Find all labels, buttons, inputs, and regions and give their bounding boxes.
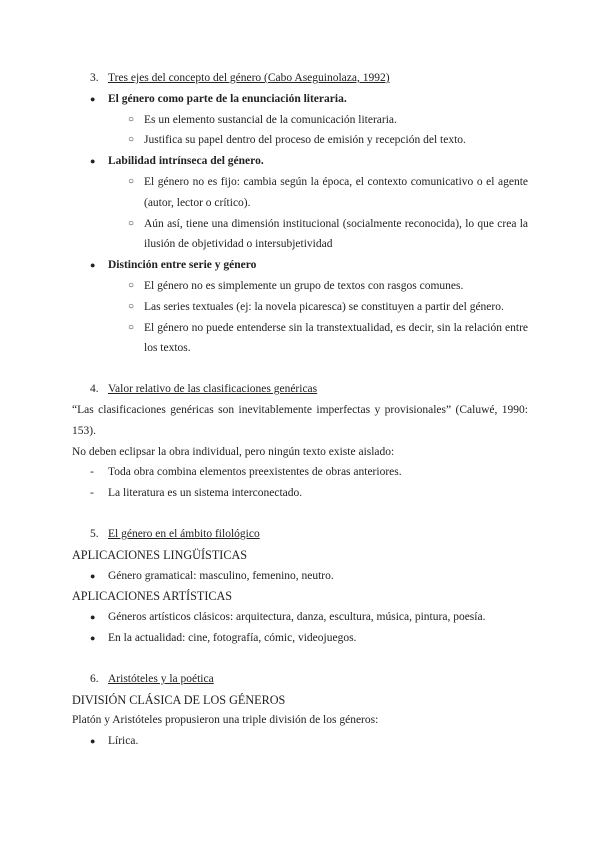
list-item <box>90 731 528 752</box>
spacer <box>72 359 528 379</box>
list-item <box>90 89 528 110</box>
list-item <box>90 255 528 276</box>
bullet-icon: ● <box>90 736 96 747</box>
section-number: 5. <box>90 527 99 540</box>
dash-list-item <box>90 483 528 504</box>
bullet-icon: ● <box>90 260 96 271</box>
bullet-icon: ● <box>90 156 96 167</box>
sub-list-item-text: El género no es fijo: cambia según la época, el contexto comunicativo o el agente (autor, lector o crítico). <box>144 175 528 209</box>
list-item <box>90 566 528 587</box>
bullet-icon: ● <box>90 93 96 104</box>
section-3-heading <box>90 68 528 89</box>
section-title: Aristóteles y la poética <box>108 672 214 685</box>
section-4-heading <box>90 379 528 400</box>
subheading: APLICACIONES LINGÜÍSTICAS <box>72 547 248 562</box>
bullet-icon: ● <box>90 612 96 623</box>
circle-bullet-icon: ○ <box>128 175 135 187</box>
bullet-icon: ● <box>90 570 96 581</box>
section-number: 4. <box>90 383 99 396</box>
section-6-heading <box>90 669 528 690</box>
dash-list-item-text: Toda obra combina elementos preexistentes de obras anteriores. <box>108 466 402 479</box>
section-title: Tres ejes del concepto del género (Cabo Aseguinolaza, 1992) <box>108 72 390 84</box>
spacer <box>72 649 528 669</box>
sub-list-item-text: Es un elemento sustancial de la comunicación literaria. <box>144 113 397 126</box>
sub-list-item <box>128 214 528 256</box>
list-item-text: Género gramatical: masculino, femenino, neutro. <box>108 569 334 582</box>
list-item <box>90 607 528 628</box>
circle-bullet-icon: ○ <box>128 134 135 146</box>
sub-list-item <box>128 276 528 297</box>
sub-list-item-text: Justifica su papel dentro del proceso de emisión y recepción del texto. <box>144 134 466 147</box>
list-item-title: Labilidad intrínseca del género. <box>108 155 264 168</box>
sub-list-item-text: Las series textuales (ej: la novela picaresca) se constituyen a partir del género. <box>144 300 504 313</box>
circle-bullet-icon: ○ <box>128 113 135 125</box>
list-item <box>90 628 528 649</box>
list-item-text: Géneros artísticos clásicos: arquitectura, danza, escultura, música, pintura, poesía. <box>108 611 486 624</box>
sub-list-item <box>128 297 528 318</box>
list-item-title: El género como parte de la enunciación literaria. <box>108 92 347 105</box>
subheading: APLICACIONES ARTÍSTICAS <box>72 589 233 604</box>
dash-list-item-text: La literatura es un sistema interconectado. <box>108 487 303 500</box>
dash-icon: - <box>90 466 94 479</box>
dash-icon: - <box>90 487 94 500</box>
section-5-heading <box>90 524 528 545</box>
sub-list-item <box>128 130 528 151</box>
spacer <box>72 504 528 524</box>
sub-list-item <box>128 172 528 214</box>
sub-list-item <box>128 110 528 131</box>
list-item-text: Lírica. <box>108 735 139 748</box>
circle-bullet-icon: ○ <box>128 217 135 229</box>
circle-bullet-icon: ○ <box>128 321 135 333</box>
section-title: Valor relativo de las clasificaciones genéricas <box>108 383 318 396</box>
sub-list-item-text: El género no puede entenderse sin la transtextualidad, es decir, sin la relación entre los textos. <box>144 321 528 355</box>
paragraph: No deben eclipsar la obra individual, pero ningún texto existe aislado: <box>72 445 395 458</box>
dash-list-item <box>90 462 528 483</box>
list-item-title: Distinción entre serie y género <box>108 259 257 272</box>
list-item-text: En la actualidad: cine, fotografía, cómic, videojuegos. <box>108 631 357 644</box>
bullet-icon: ● <box>90 632 96 643</box>
paragraph: Platón y Aristóteles propusieron una triple división de los géneros: <box>72 714 379 727</box>
subheading: DIVISIÓN CLÁSICA DE LOS GÉNEROS <box>72 692 286 707</box>
circle-bullet-icon: ○ <box>128 279 135 291</box>
section-number: 3. <box>90 72 99 84</box>
document-content <box>72 68 528 752</box>
section-number: 6. <box>90 672 99 685</box>
section-title: El género en el ámbito filológico <box>108 527 260 540</box>
sub-list-item-text: El género no es simplemente un grupo de textos con rasgos comunes. <box>144 279 464 292</box>
circle-bullet-icon: ○ <box>128 300 135 312</box>
quote-paragraph: “Las clasificaciones genéricas son inevitablemente imperfectas y provisionales” (Caluwé, 1990: 153). <box>72 403 528 437</box>
sub-list-item <box>128 318 528 360</box>
list-item <box>90 151 528 172</box>
sub-list-item-text: Aún así, tiene una dimensión institucional (socialmente reconocida), lo que crea la ilusión de objetividad o intersubjetividad <box>144 217 528 251</box>
